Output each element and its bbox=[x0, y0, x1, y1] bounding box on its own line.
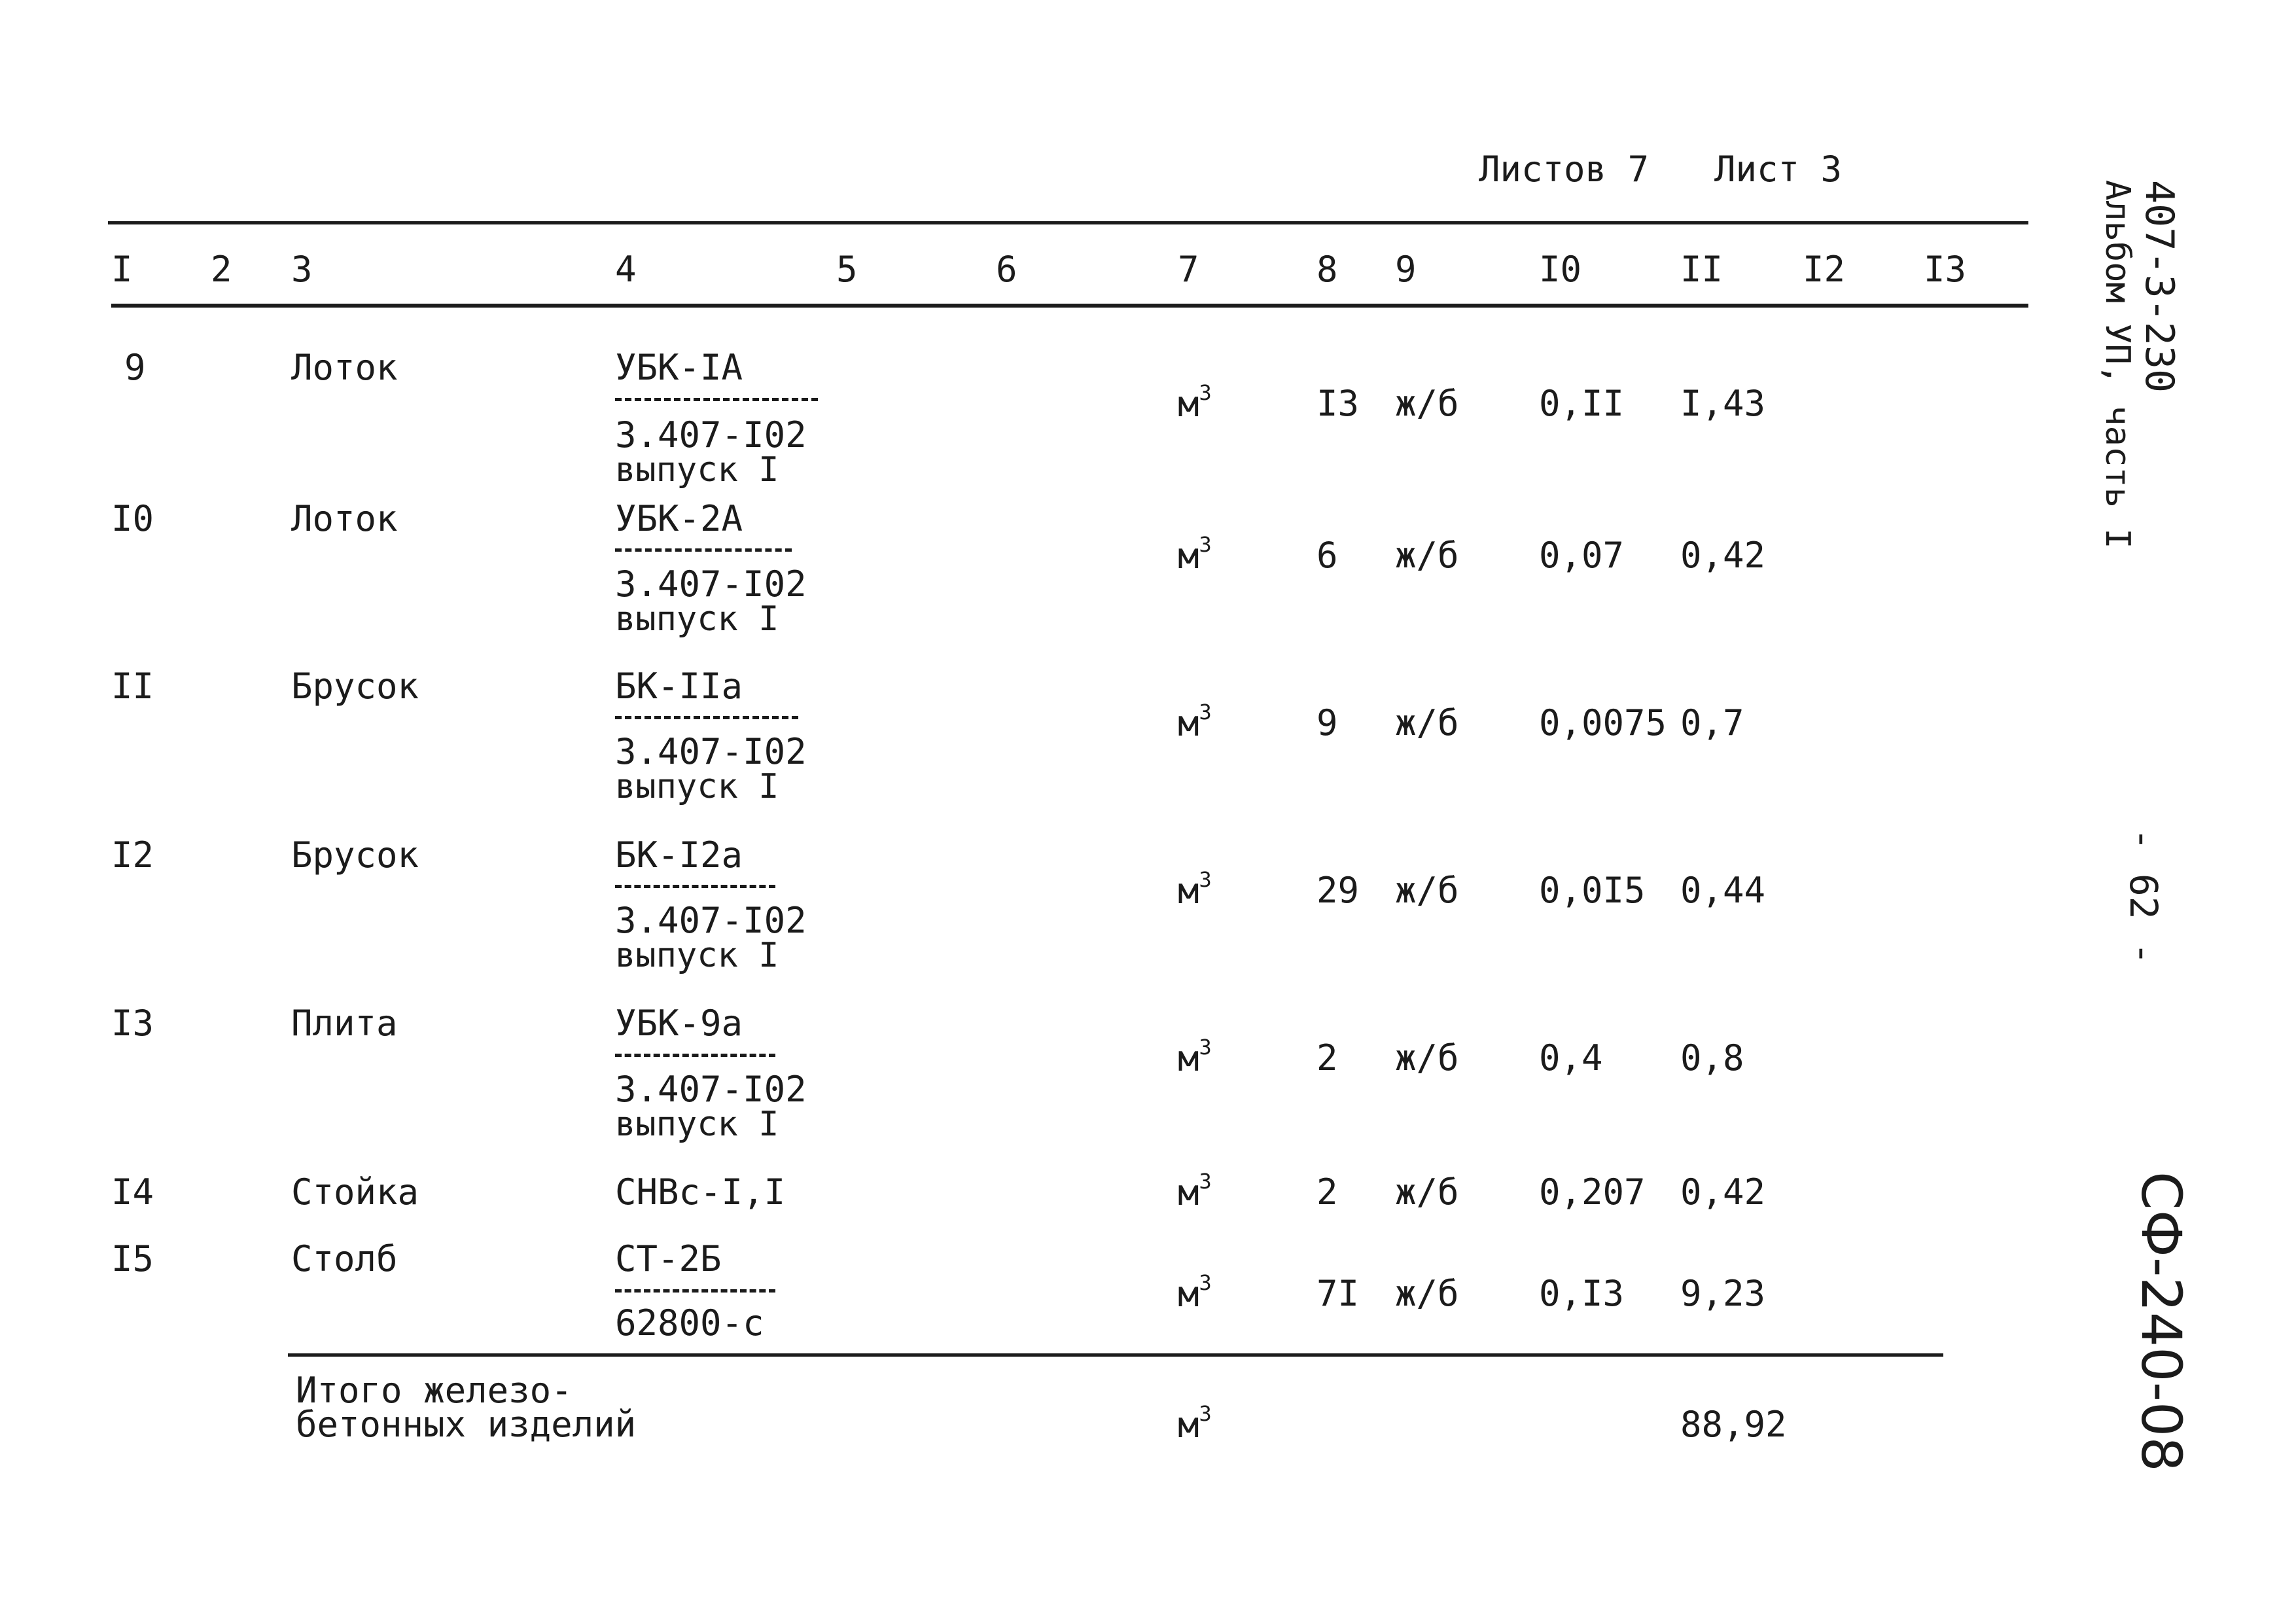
unit: $м^3$ bbox=[1178, 700, 1212, 744]
quantity: 29 bbox=[1316, 870, 1360, 911]
item-name: Стойка bbox=[291, 1171, 419, 1213]
item-name: Столб bbox=[291, 1238, 398, 1279]
mark-divider bbox=[615, 398, 818, 401]
item-doc: 3.407-I02 bbox=[615, 1069, 807, 1110]
item-doc: 3.407-I02 bbox=[615, 414, 807, 455]
col-header-12: I2 bbox=[1803, 249, 1846, 290]
col-header-6: 6 bbox=[996, 249, 1017, 290]
total-label-line1: Итого железо- bbox=[296, 1370, 573, 1411]
unit-volume: 0,0075 bbox=[1539, 702, 1667, 743]
total-volume: 0,42 bbox=[1680, 1171, 1766, 1213]
col-header-9: 9 bbox=[1395, 249, 1417, 290]
item-name: Брусок bbox=[291, 666, 419, 707]
item-name: Лоток bbox=[291, 347, 398, 388]
total-value: 88,92 bbox=[1680, 1404, 1787, 1445]
col-header-5: 5 bbox=[836, 249, 858, 290]
total-unit: $м^3$ bbox=[1178, 1401, 1212, 1446]
total-volume: 0,7 bbox=[1680, 702, 1744, 743]
quantity: 2 bbox=[1316, 1171, 1338, 1213]
quantity: 2 bbox=[1316, 1037, 1338, 1079]
row-number: II bbox=[111, 666, 154, 707]
header-bottom-rule bbox=[111, 304, 2028, 308]
item-name: Лоток bbox=[291, 498, 398, 539]
col-header-7: 7 bbox=[1178, 249, 1199, 290]
unit: $м^3$ bbox=[1178, 1169, 1212, 1213]
row-number: I2 bbox=[111, 834, 154, 876]
item-doc: 3.407-I02 bbox=[615, 900, 807, 941]
item-doc: 62800-с bbox=[615, 1302, 764, 1344]
item-issue: выпуск I bbox=[615, 936, 779, 975]
unit-volume: 0,I3 bbox=[1539, 1273, 1625, 1314]
sheets-total: Листов 7 bbox=[1479, 149, 1650, 190]
quantity: 7I bbox=[1316, 1273, 1360, 1314]
item-name: Брусок bbox=[291, 834, 419, 876]
material: ж/б bbox=[1395, 870, 1459, 911]
material: ж/б bbox=[1395, 1171, 1459, 1213]
material: ж/б bbox=[1395, 535, 1459, 576]
header-top-rule bbox=[108, 221, 2028, 224]
unit-volume: 0,0I5 bbox=[1539, 870, 1646, 911]
col-header-2: 2 bbox=[211, 249, 232, 290]
item-mark: СТ-2Б bbox=[615, 1238, 722, 1279]
item-issue: выпуск I bbox=[615, 450, 779, 490]
row-number: I4 bbox=[111, 1171, 154, 1213]
item-issue: выпуск I bbox=[615, 599, 779, 639]
total-volume: 0,42 bbox=[1680, 535, 1766, 576]
doc-number-stamp: 407-3-230 bbox=[2136, 180, 2182, 393]
item-issue: выпуск I bbox=[615, 767, 779, 806]
unit: $м^3$ bbox=[1178, 1035, 1212, 1079]
total-volume: I,43 bbox=[1680, 383, 1766, 424]
item-mark: УБК-2A bbox=[615, 498, 743, 539]
unit-volume: 0,07 bbox=[1539, 535, 1625, 576]
total-volume: 0,44 bbox=[1680, 870, 1766, 911]
quantity: 9 bbox=[1316, 702, 1338, 743]
total-volume: 0,8 bbox=[1680, 1037, 1744, 1079]
mark-divider bbox=[615, 1054, 775, 1057]
col-header-4: 4 bbox=[615, 249, 637, 290]
total-volume: 9,23 bbox=[1680, 1273, 1766, 1314]
item-mark: УБК-9a bbox=[615, 1003, 743, 1044]
material: ж/б bbox=[1395, 702, 1459, 743]
item-doc: 3.407-I02 bbox=[615, 563, 807, 605]
col-header-11: II bbox=[1680, 249, 1723, 290]
row-number: 9 bbox=[124, 347, 146, 388]
item-issue: выпуск I bbox=[615, 1105, 779, 1144]
total-label-line2: бетонных изделий bbox=[296, 1404, 637, 1445]
item-doc: 3.407-I02 bbox=[615, 731, 807, 772]
row-number: I5 bbox=[111, 1238, 154, 1279]
item-mark: СНВс-I,I bbox=[615, 1171, 786, 1213]
total-rule bbox=[288, 1353, 1943, 1357]
col-header-8: 8 bbox=[1316, 249, 1338, 290]
item-mark: УБК-IA bbox=[615, 347, 743, 388]
unit-volume: 0,207 bbox=[1539, 1171, 1646, 1213]
material: ж/б bbox=[1395, 383, 1459, 424]
item-mark: БК-I2a bbox=[615, 834, 743, 876]
row-number: I3 bbox=[111, 1003, 154, 1044]
mark-divider bbox=[615, 548, 792, 552]
mark-divider bbox=[615, 885, 775, 888]
col-header-13: I3 bbox=[1924, 249, 1967, 290]
quantity: I3 bbox=[1316, 383, 1360, 424]
unit: $м^3$ bbox=[1178, 1270, 1212, 1315]
material: ж/б bbox=[1395, 1273, 1459, 1314]
item-name: Плита bbox=[291, 1003, 398, 1044]
col-header-10: I0 bbox=[1539, 249, 1582, 290]
col-header-1: I bbox=[111, 249, 133, 290]
material: ж/б bbox=[1395, 1037, 1459, 1079]
unit-volume: 0,4 bbox=[1539, 1037, 1603, 1079]
mark-divider bbox=[615, 1289, 775, 1293]
mark-divider bbox=[615, 716, 798, 719]
col-header-3: 3 bbox=[291, 249, 313, 290]
quantity: 6 bbox=[1316, 535, 1338, 576]
unit-volume: 0,II bbox=[1539, 383, 1625, 424]
unit: $м^3$ bbox=[1178, 380, 1212, 425]
code-stamp: СФ-240-08 bbox=[2129, 1171, 2193, 1472]
unit: $м^3$ bbox=[1178, 867, 1212, 912]
row-number: I0 bbox=[111, 498, 154, 539]
album-stamp: Альбом УП, часть I bbox=[2098, 180, 2137, 549]
unit: $м^3$ bbox=[1178, 532, 1212, 577]
sheet-number: Лист 3 bbox=[1714, 149, 1843, 190]
item-mark: БК-IIa bbox=[615, 666, 743, 707]
page-number: - 62 - bbox=[2121, 828, 2166, 965]
